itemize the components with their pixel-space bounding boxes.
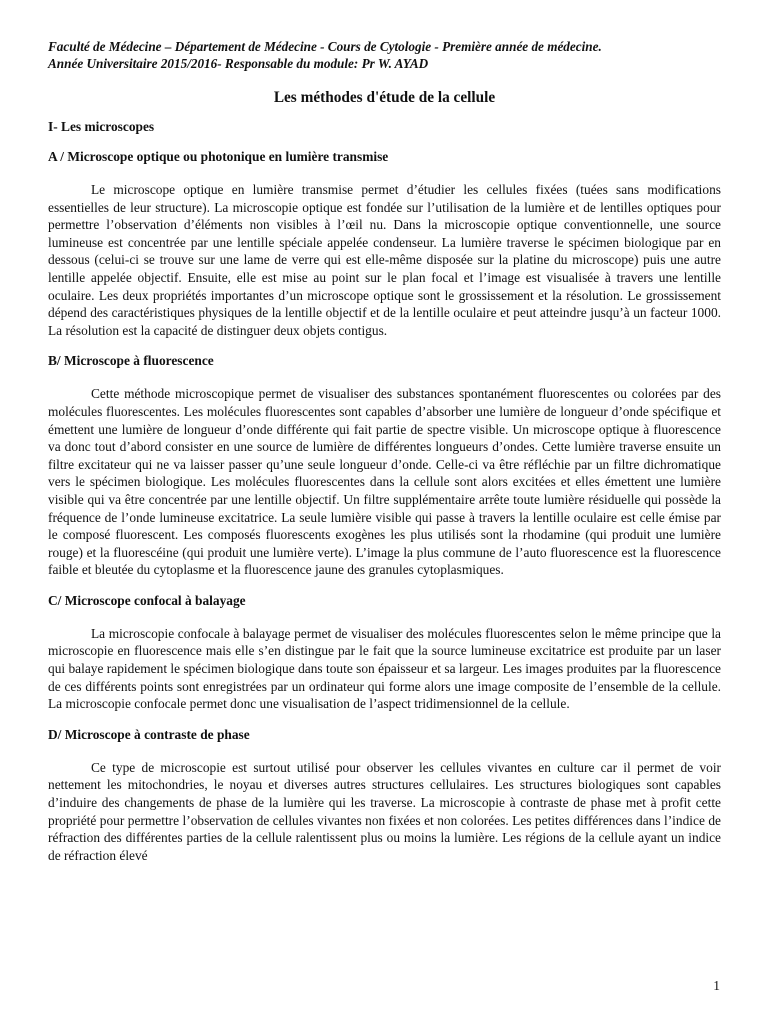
paragraph-optical: Le microscope optique en lumière transmise permet d’étudier les cellules fixées (tuées sans modifications essentielles de leur structure). La microscopie optique est fondée sur l’utilisation de la lumière et de lentilles optiques pour permettre l’observation d’éléments non visibles à l’œil nu. Dans la microscopie optique conventionnelle, une source lumineuse est concentrée par une lentille spéciale appelée condenseur. La lumière traverse le spécimen biologique par en dessous (celui-ci se trouve sur une lame de verre qui est elle-même disposée sur la platine du microscope) puis une autre lentille appelée objectif. Ensuite, elle est mise au point sur le plan focal et l’image est visualisée à travers une lentille oculaire. Les deux propriétés importantes d’un microscope optique sont le grossissement et la résolution. Le grossissement dépend des caractéristiques physiques de la lentille objectif et de la lentille oculaire et peut atteindre jusqu’à un facteur 1000. La résolution est la capacité de distinguer deux objets contigus. bbox=[48, 182, 721, 338]
page-number: 1 bbox=[713, 978, 720, 993]
document-page bbox=[48, 38, 721, 864]
section-heading-microscopes: I- Les microscopes bbox=[48, 119, 155, 134]
paragraph-fluorescence: Cette méthode microscopique permet de visualiser des substances spontanément fluorescentes ou colorées par des molécules fluorescentes. Les molécules fluorescentes sont capables d’absorber une lumière de longueur d’onde spécifique et émettent une lumière de longueur d’onde différente qui fait partie de spectre visible. Un microscope optique à fluorescence va donc tout d’abord consister en une source de lumière de différentes longueurs d’ondes. Cette lumière traverse ensuite un filtre excitateur qui ne va laisser passer qu’une seule longueur d’onde. Celle-ci va être réfléchie par un filtre dichromatique vers le spécimen biologique. Les molécules fluorescentes dans la cellule sont alors excitées et elles émettent une lumière visible qui va être concentrée par une lentille objectif. Un filtre supplémentaire arrête toute lumière résiduelle qui possède la fréquence de l’onde lumineuse excitatrice. La seule lumière visible qui passe à travers la lentille oculaire est celle émise par le composé fluorescent. Les composés fluorescents exogènes les plus utilisés sont la rhodamine (qui produit une lumière rouge) et la fluorescéine (qui produit une lumière verte). L’image la plus commune de l’auto fluorescence est la fluorescence faible et bleutée du cytoplasme et la fluorescence jaune des granules cytoplasmiques. bbox=[48, 386, 721, 578]
document-title: Les méthodes d'étude de la cellule bbox=[273, 89, 496, 106]
paragraph-confocal: La microscopie confocale à balayage permet de visualiser des molécules fluorescentes selon le même principe que la microscopie en fluorescence mais elle s’en distingue par le fait que la source lumineuse excitatrice est produite par un laser qui balaye rapidement le spécimen biologique dans toute son épaisseur et sa largeur. Les images produites par la fluorescence de ces différents points sont enregistrées par un ordinateur qui forme alors une image composite de l’ensemble de la cellule. La microscopie confocale permet donc une visualisation de l’aspect tridimensionnel de la cellule. bbox=[48, 625, 721, 712]
course-header-line-2: Année Universitaire 2015/2016- Responsable du module: Pr W. AYAD bbox=[48, 56, 429, 71]
paragraph-phase-contrast: Ce type de microscopie est surtout utilisé pour observer les cellules vivantes en culture car il permet de voir nettement les mitochondries, le noyau et diverses autres structures cellulaires. Les structures biologiques sont capables d’induire des changements de phase de la lumière qui les traverse. La microscopie à contraste de phase met à profit cette propriété pour permettre l’observation de cellules vivantes non fixées et non colorées. Les petites différences dans l’indice de réfraction des différentes parties de la cellule ralentissent plus ou moins la lumière. Les régions de la cellule ayant un indice de réfraction élevé bbox=[48, 759, 721, 863]
subsection-heading-confocal: C/ Microscope confocal à balayage bbox=[48, 592, 246, 608]
subsection-heading-optical: A / Microscope optique ou photonique en lumière transmise bbox=[48, 149, 389, 164]
course-header-line-1: Faculté de Médecine – Département de Médecine - Cours de Cytologie - Première année de médecine. bbox=[48, 39, 602, 54]
subsection-heading-phase-contrast: D/ Microscope à contraste de phase bbox=[48, 726, 250, 742]
subsection-heading-fluorescence: B/ Microscope à fluorescence bbox=[48, 353, 214, 369]
